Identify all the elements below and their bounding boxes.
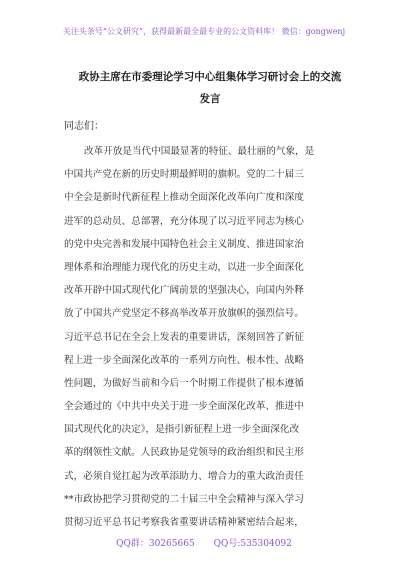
footer-contact <box>0 536 408 549</box>
body-line: 国式现代化的决定》，是指引新征程上进一步全面深化改 <box>64 424 300 436</box>
body-line: 习近平总书记在全会上发表的重要讲话，深刻回答了新征 <box>64 331 304 343</box>
body-line: 性问题，为做好当前和今后一个时期工作提供了根本遵循 <box>64 377 304 389</box>
greeting: 同志们： <box>64 121 104 132</box>
body-line: 改革开放是当代中国最显著的特征、最壮丽的气象，是 <box>84 146 315 157</box>
body-line: **市政协把学习贯彻党的二十届三中全会精神与深入学习 <box>64 493 304 505</box>
body-line: 放了中国共产党坚定不移高举改革开放旗帜的强烈信号。 <box>64 308 304 320</box>
header-promo-note: 关注头条号“公文研究”，获得最新最全最专业的公文资料库！ 微信：gongwenj <box>62 27 346 36</box>
title-line-2: 发言 <box>199 93 221 105</box>
body-line: 革的纲领性文献。人民政协是党领导的政治组织和民主形 <box>64 447 304 459</box>
body-line: 式，必须自觉扛起为改革添助力、增合力的重大政治责任 <box>64 470 304 482</box>
body-line: 理体系和治理能力现代化的历史主动，以进一步全面深化 <box>64 261 304 273</box>
body-line: 程上进一步全面深化改革的一系列方向性、根本性、战略 <box>64 354 304 366</box>
body-line: 改革开辟中国式现代化广阔前景的坚强决心，向国内外释 <box>64 285 304 297</box>
document-title <box>56 66 364 110</box>
body-line: 全会通过的《中共中央关于进一步全面深化改革、推进中 <box>64 401 304 413</box>
body-line: 贯彻习近平总书记考察我省重要讲话精神紧密结合起来， <box>64 517 304 528</box>
qq-group-label: QQ群：30265665 <box>116 539 195 549</box>
body-line: 进军的总动员、总部署，充分体现了以习近平同志为核心 <box>64 215 304 227</box>
qq-contact-label: QQ号:535304092 <box>213 539 292 549</box>
body-line: 中国共产党在新的历史时期最鲜明的旗帜。党的二十届三 <box>64 169 304 181</box>
title-line-1: 政协主席在市委理论学习中心组集体学习研讨会上的交流 <box>78 71 342 83</box>
document-body <box>64 140 364 534</box>
body-line: 的党中央完善和发展中国特色社会主义制度、推进国家治 <box>64 238 304 250</box>
body-line: 中全会是新时代新征程上推动全面深化改革向广度和深度 <box>64 192 304 204</box>
